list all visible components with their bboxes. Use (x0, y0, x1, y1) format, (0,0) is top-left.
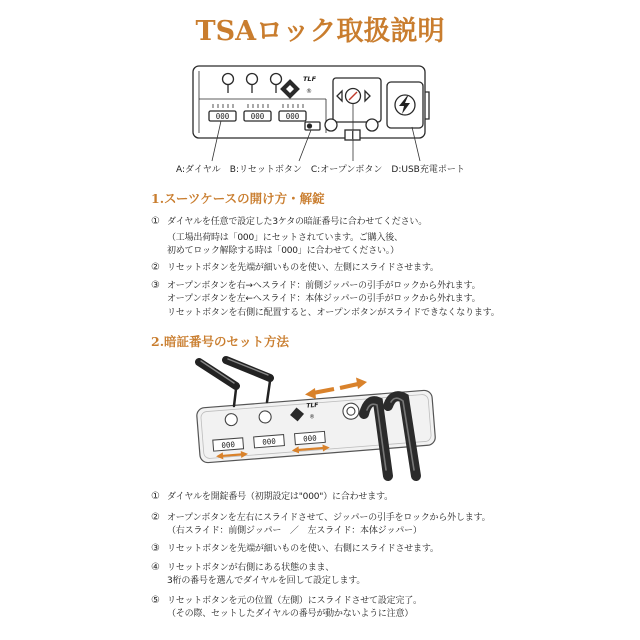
s1-item1-line3: 初めてロック解除する時は「000」に合わせてください。） (167, 246, 399, 256)
legend-c: C:オープンボタン (310, 165, 383, 175)
s2-item4-num: ④ (151, 562, 160, 573)
s1-item3-line2: オープンボタンを左←へスライド：本体ジッパーの引手がロックから外れます。 (167, 294, 481, 304)
s1-item1-num: ① (151, 216, 160, 227)
s2-item3-line1: リセットボタンを先端が細いものを使い、右側にスライドさせます。 (167, 544, 439, 554)
s2-item2-line1: オープンボタンを左右にスライドさせて、ジッパーの引手をロックから外します。 (167, 513, 491, 523)
dial-digits: 000 (221, 439, 236, 450)
dial-digits: 000 (261, 436, 277, 447)
dial-a-2 (244, 111, 271, 121)
s1-item3-line1: オープンボタンを右→へスライド：前側ジッパーの引手がロックから外れます。 (167, 281, 481, 291)
dial-b-2 (254, 435, 285, 448)
reset-button (305, 122, 320, 130)
open-button (342, 403, 359, 420)
s2-item5-line2: （その際、セットしたダイヤルの番号が動かないように注意） (167, 609, 414, 619)
s1-item1-line2: （工場出荷時は「000」にセットされています。ご購入後、 (167, 233, 403, 243)
section2-heading: 2.暗証番号のセット方法 (151, 334, 290, 349)
dial-b-1 (213, 438, 244, 451)
parts-legend (176, 164, 465, 176)
s2-item5-num: ⑤ (151, 595, 160, 606)
dial-digits: 000 (250, 112, 265, 121)
logo-registered-mark: ® (306, 88, 312, 95)
dial-digits: 000 (215, 112, 230, 121)
dial-digits: 000 (302, 433, 318, 444)
s2-item1-num: ① (151, 491, 160, 502)
s1-item3-line3: リセットボタンを右側に配置すると、オープンボタンがスライドできなくなります。 (167, 308, 500, 318)
logo-text: TLF (306, 401, 319, 410)
logo-registered-mark: ® (309, 414, 316, 421)
dial-b-3 (295, 431, 326, 444)
usb-port (387, 82, 423, 128)
legend-a: A:ダイヤル (176, 165, 221, 175)
section1-heading: 1.スーツケースの開け方・解錠 (151, 191, 325, 206)
s1-item2-line1: リセットボタンを先端が細いものを使い、左側にスライドさせます。 (167, 263, 439, 273)
legend-d: D:USB充電ポート (391, 165, 465, 175)
s2-item5-line1: リセットボタンを元の位置（左側）にスライドさせて設定完了。 (167, 596, 422, 606)
dial-a-1 (209, 111, 236, 121)
logo-text: TLF (303, 75, 317, 83)
reset-tool-left (199, 361, 236, 406)
arrow-right-icon (340, 378, 367, 390)
s1-item3-num: ③ (151, 280, 160, 291)
dial-digits: 000 (285, 112, 300, 121)
s2-item1-line1: ダイヤルを開錠番号（初期設定は"000"）に合わせます。 (167, 492, 393, 502)
lock-top-view-diagram (170, 55, 480, 167)
s2-item4-line1: リセットボタンが右側にある状態のまま、 (167, 563, 335, 573)
legend-b: B:リセットボタン (229, 165, 302, 175)
s1-item1-line1: ダイヤルを任意で設定した3ケタの暗証番号に合わせてください。 (167, 217, 428, 227)
open-button (333, 78, 381, 122)
s2-item2-num: ② (151, 512, 160, 523)
s2-item3-num: ③ (151, 543, 160, 554)
s2-item2-line2: （右スライド：前側ジッパー ／ 左スライド：本体ジッパー） (167, 526, 422, 536)
s2-item4-line2: 3桁の番号を選んでダイヤルを回して設定します。 (167, 576, 366, 586)
page-title: TSAロック取扱説明 (195, 16, 445, 47)
combination-setting-diagram (185, 350, 447, 486)
dial-a-3 (279, 111, 306, 121)
s1-item2-num: ② (151, 262, 160, 273)
